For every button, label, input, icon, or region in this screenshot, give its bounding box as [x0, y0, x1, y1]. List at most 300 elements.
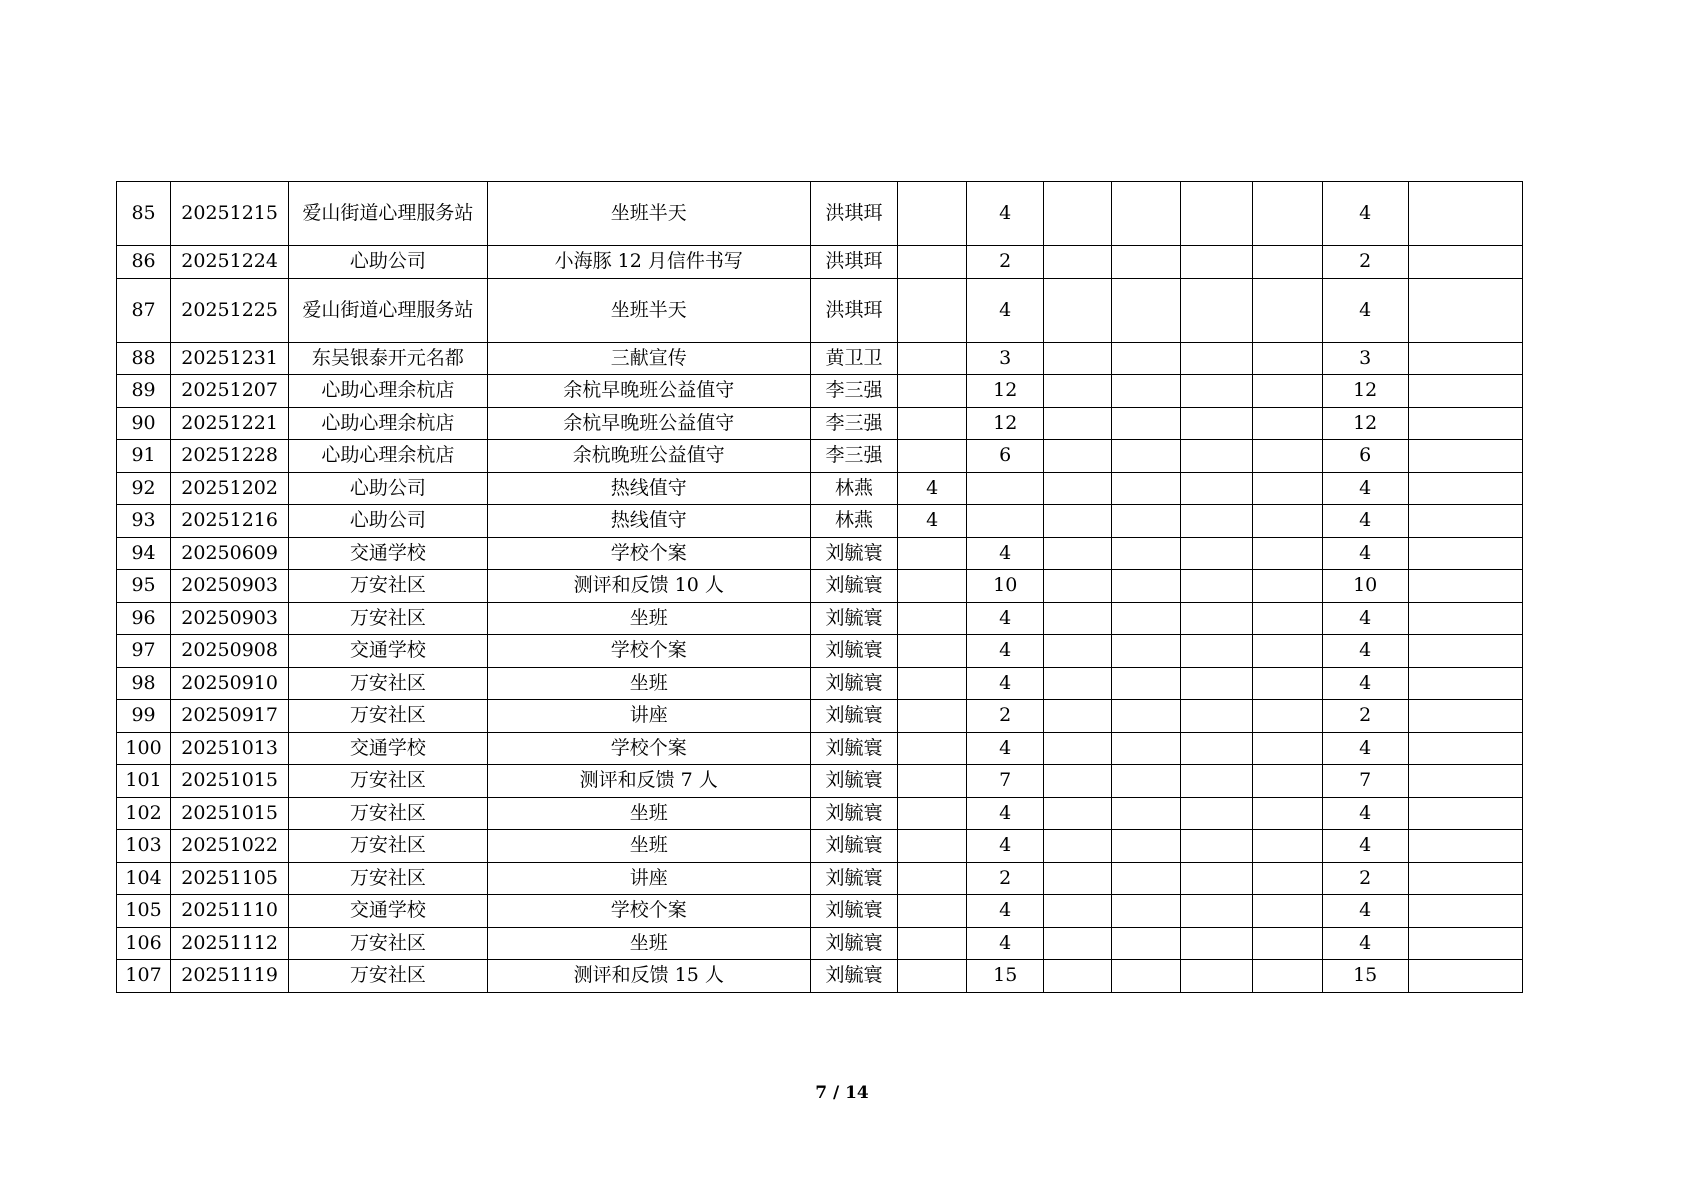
hours-col-7-cell: 4 — [967, 895, 1044, 928]
hours-col-6-cell: 4 — [898, 505, 967, 538]
note-cell — [1408, 765, 1522, 798]
hours-col-11-cell — [1252, 700, 1322, 733]
volunteer-name-cell: 刘毓寰 — [810, 895, 897, 928]
table-row — [117, 960, 1523, 993]
hours-col-7-cell: 12 — [967, 407, 1044, 440]
hours-col-9-cell — [1112, 342, 1181, 375]
hours-col-6-cell — [898, 570, 967, 603]
table-row — [117, 927, 1523, 960]
activity-cell: 学校个案 — [487, 895, 810, 928]
organization-cell: 心助心理余杭店 — [289, 407, 487, 440]
table-row — [117, 570, 1523, 603]
volunteer-name-cell: 刘毓寰 — [810, 765, 897, 798]
note-cell — [1408, 667, 1522, 700]
volunteer-name-cell: 洪琪珥 — [810, 182, 897, 246]
table-row — [117, 732, 1523, 765]
hours-col-9-cell — [1112, 182, 1181, 246]
total-hours-cell: 12 — [1322, 407, 1408, 440]
activity-cell: 学校个案 — [487, 732, 810, 765]
volunteer-name-cell: 刘毓寰 — [810, 602, 897, 635]
hours-col-10-cell — [1181, 635, 1252, 668]
hours-col-10-cell — [1181, 765, 1252, 798]
row-number-cell: 102 — [117, 797, 171, 830]
organization-cell: 万安社区 — [289, 830, 487, 863]
hours-col-8-cell — [1044, 602, 1112, 635]
hours-col-8-cell — [1044, 342, 1112, 375]
hours-col-8-cell — [1044, 570, 1112, 603]
hours-col-11-cell — [1252, 440, 1322, 473]
hours-col-6-cell — [898, 342, 967, 375]
table-row — [117, 440, 1523, 473]
volunteer-name-cell: 李三强 — [810, 375, 897, 408]
volunteer-name-cell: 刘毓寰 — [810, 570, 897, 603]
row-number-cell: 88 — [117, 342, 171, 375]
note-cell — [1408, 732, 1522, 765]
hours-col-7-cell: 4 — [967, 635, 1044, 668]
hours-col-11-cell — [1252, 182, 1322, 246]
row-number-cell: 90 — [117, 407, 171, 440]
hours-col-10-cell — [1181, 830, 1252, 863]
hours-col-7-cell — [967, 505, 1044, 538]
note-cell — [1408, 635, 1522, 668]
note-cell — [1408, 505, 1522, 538]
hours-col-10-cell — [1181, 246, 1252, 279]
volunteer-name-cell: 洪琪珥 — [810, 246, 897, 279]
date-cell: 20251216 — [171, 505, 289, 538]
hours-col-6-cell — [898, 246, 967, 279]
activity-cell: 余杭早晚班公益值守 — [487, 407, 810, 440]
total-hours-cell: 10 — [1322, 570, 1408, 603]
hours-col-11-cell — [1252, 472, 1322, 505]
hours-col-9-cell — [1112, 440, 1181, 473]
hours-col-6-cell — [898, 182, 967, 246]
activity-cell: 测评和反馈 7 人 — [487, 765, 810, 798]
hours-col-6-cell — [898, 407, 967, 440]
hours-col-9-cell — [1112, 472, 1181, 505]
hours-col-6-cell — [898, 862, 967, 895]
hours-col-11-cell — [1252, 375, 1322, 408]
row-number-cell: 104 — [117, 862, 171, 895]
volunteer-name-cell: 刘毓寰 — [810, 960, 897, 993]
note-cell — [1408, 862, 1522, 895]
total-hours-cell: 15 — [1322, 960, 1408, 993]
organization-cell: 心助公司 — [289, 505, 487, 538]
note-cell — [1408, 182, 1522, 246]
hours-col-9-cell — [1112, 927, 1181, 960]
hours-col-11-cell — [1252, 765, 1322, 798]
hours-col-9-cell — [1112, 700, 1181, 733]
note-cell — [1408, 472, 1522, 505]
hours-col-9-cell — [1112, 570, 1181, 603]
date-cell: 20251110 — [171, 895, 289, 928]
note-cell — [1408, 602, 1522, 635]
total-hours-cell: 4 — [1322, 537, 1408, 570]
hours-col-8-cell — [1044, 895, 1112, 928]
total-hours-cell: 4 — [1322, 895, 1408, 928]
hours-col-9-cell — [1112, 895, 1181, 928]
total-hours-cell: 4 — [1322, 472, 1408, 505]
date-cell: 20251013 — [171, 732, 289, 765]
hours-col-11-cell — [1252, 667, 1322, 700]
hours-col-6-cell — [898, 960, 967, 993]
hours-col-8-cell — [1044, 700, 1112, 733]
organization-cell: 万安社区 — [289, 927, 487, 960]
row-number-cell: 97 — [117, 635, 171, 668]
hours-col-8-cell — [1044, 732, 1112, 765]
note-cell — [1408, 440, 1522, 473]
hours-col-10-cell — [1181, 182, 1252, 246]
hours-col-9-cell — [1112, 375, 1181, 408]
hours-col-8-cell — [1044, 278, 1112, 342]
hours-col-7-cell: 4 — [967, 732, 1044, 765]
volunteer-hours-table — [116, 181, 1523, 993]
activity-cell: 坐班半天 — [487, 182, 810, 246]
date-cell: 20251105 — [171, 862, 289, 895]
hours-col-9-cell — [1112, 960, 1181, 993]
total-hours-cell: 7 — [1322, 765, 1408, 798]
activity-cell: 小海豚 12 月信件书写 — [487, 246, 810, 279]
date-cell: 20251228 — [171, 440, 289, 473]
table-row — [117, 700, 1523, 733]
hours-col-8-cell — [1044, 505, 1112, 538]
note-cell — [1408, 407, 1522, 440]
hours-col-6-cell — [898, 667, 967, 700]
hours-col-6-cell — [898, 732, 967, 765]
total-hours-cell: 4 — [1322, 182, 1408, 246]
hours-col-8-cell — [1044, 927, 1112, 960]
activity-cell: 测评和反馈 10 人 — [487, 570, 810, 603]
hours-col-9-cell — [1112, 667, 1181, 700]
hours-col-7-cell: 12 — [967, 375, 1044, 408]
hours-col-11-cell — [1252, 246, 1322, 279]
hours-col-7-cell: 7 — [967, 765, 1044, 798]
total-hours-cell: 4 — [1322, 732, 1408, 765]
hours-col-10-cell — [1181, 667, 1252, 700]
hours-col-8-cell — [1044, 667, 1112, 700]
row-number-cell: 94 — [117, 537, 171, 570]
row-number-cell: 106 — [117, 927, 171, 960]
volunteer-name-cell: 李三强 — [810, 407, 897, 440]
organization-cell: 爱山街道心理服务站 — [289, 182, 487, 246]
activity-cell: 余杭早晚班公益值守 — [487, 375, 810, 408]
table-row — [117, 278, 1523, 342]
hours-col-9-cell — [1112, 407, 1181, 440]
hours-col-9-cell — [1112, 505, 1181, 538]
hours-col-8-cell — [1044, 375, 1112, 408]
page-number: 7 / 14 — [815, 1083, 869, 1103]
note-cell — [1408, 895, 1522, 928]
total-hours-cell: 12 — [1322, 375, 1408, 408]
hours-col-6-cell — [898, 797, 967, 830]
hours-col-6-cell: 4 — [898, 472, 967, 505]
date-cell: 20250903 — [171, 602, 289, 635]
hours-col-9-cell — [1112, 797, 1181, 830]
note-cell — [1408, 278, 1522, 342]
note-cell — [1408, 246, 1522, 279]
hours-col-7-cell: 4 — [967, 927, 1044, 960]
organization-cell: 万安社区 — [289, 797, 487, 830]
hours-col-6-cell — [898, 375, 967, 408]
hours-col-7-cell: 10 — [967, 570, 1044, 603]
hours-col-11-cell — [1252, 602, 1322, 635]
hours-col-9-cell — [1112, 278, 1181, 342]
volunteer-name-cell: 刘毓寰 — [810, 667, 897, 700]
row-number-cell: 87 — [117, 278, 171, 342]
hours-col-10-cell — [1181, 602, 1252, 635]
organization-cell: 万安社区 — [289, 570, 487, 603]
hours-col-10-cell — [1181, 797, 1252, 830]
hours-col-6-cell — [898, 765, 967, 798]
table-row — [117, 182, 1523, 246]
hours-col-7-cell: 4 — [967, 667, 1044, 700]
date-cell: 20251112 — [171, 927, 289, 960]
hours-col-7-cell — [967, 472, 1044, 505]
total-hours-cell: 4 — [1322, 602, 1408, 635]
table-row — [117, 635, 1523, 668]
note-cell — [1408, 342, 1522, 375]
activity-cell: 坐班 — [487, 667, 810, 700]
hours-col-11-cell — [1252, 895, 1322, 928]
hours-col-8-cell — [1044, 797, 1112, 830]
activity-cell: 讲座 — [487, 862, 810, 895]
activity-cell: 坐班 — [487, 830, 810, 863]
hours-col-10-cell — [1181, 278, 1252, 342]
hours-col-9-cell — [1112, 862, 1181, 895]
hours-col-10-cell — [1181, 570, 1252, 603]
hours-col-10-cell — [1181, 375, 1252, 408]
row-number-cell: 92 — [117, 472, 171, 505]
hours-col-6-cell — [898, 635, 967, 668]
hours-col-7-cell: 4 — [967, 278, 1044, 342]
hours-col-7-cell: 4 — [967, 602, 1044, 635]
row-number-cell: 105 — [117, 895, 171, 928]
note-cell — [1408, 570, 1522, 603]
table-row — [117, 407, 1523, 440]
volunteer-name-cell: 林燕 — [810, 505, 897, 538]
table-row — [117, 342, 1523, 375]
hours-col-8-cell — [1044, 862, 1112, 895]
volunteer-name-cell: 李三强 — [810, 440, 897, 473]
organization-cell: 万安社区 — [289, 862, 487, 895]
volunteer-name-cell: 刘毓寰 — [810, 927, 897, 960]
organization-cell: 万安社区 — [289, 602, 487, 635]
hours-col-10-cell — [1181, 927, 1252, 960]
hours-col-8-cell — [1044, 960, 1112, 993]
table-row — [117, 602, 1523, 635]
hours-col-11-cell — [1252, 570, 1322, 603]
hours-col-11-cell — [1252, 407, 1322, 440]
activity-cell: 坐班半天 — [487, 278, 810, 342]
hours-col-6-cell — [898, 927, 967, 960]
hours-col-11-cell — [1252, 635, 1322, 668]
activity-cell: 坐班 — [487, 927, 810, 960]
hours-col-9-cell — [1112, 246, 1181, 279]
note-cell — [1408, 375, 1522, 408]
hours-col-7-cell: 15 — [967, 960, 1044, 993]
row-number-cell: 95 — [117, 570, 171, 603]
hours-col-8-cell — [1044, 407, 1112, 440]
hours-col-9-cell — [1112, 635, 1181, 668]
hours-col-7-cell: 6 — [967, 440, 1044, 473]
total-hours-cell: 4 — [1322, 927, 1408, 960]
hours-col-10-cell — [1181, 537, 1252, 570]
hours-col-8-cell — [1044, 765, 1112, 798]
hours-col-10-cell — [1181, 700, 1252, 733]
date-cell: 20251202 — [171, 472, 289, 505]
row-number-cell: 107 — [117, 960, 171, 993]
organization-cell: 爱山街道心理服务站 — [289, 278, 487, 342]
hours-col-10-cell — [1181, 407, 1252, 440]
date-cell: 20251015 — [171, 765, 289, 798]
row-number-cell: 96 — [117, 602, 171, 635]
row-number-cell: 100 — [117, 732, 171, 765]
total-hours-cell: 4 — [1322, 667, 1408, 700]
total-hours-cell: 4 — [1322, 635, 1408, 668]
hours-col-8-cell — [1044, 537, 1112, 570]
note-cell — [1408, 960, 1522, 993]
total-hours-cell: 4 — [1322, 505, 1408, 538]
total-hours-cell: 4 — [1322, 797, 1408, 830]
note-cell — [1408, 830, 1522, 863]
date-cell: 20250917 — [171, 700, 289, 733]
row-number-cell: 91 — [117, 440, 171, 473]
row-number-cell: 99 — [117, 700, 171, 733]
hours-col-9-cell — [1112, 537, 1181, 570]
hours-col-8-cell — [1044, 830, 1112, 863]
date-cell: 20250903 — [171, 570, 289, 603]
total-hours-cell: 4 — [1322, 830, 1408, 863]
row-number-cell: 98 — [117, 667, 171, 700]
volunteer-name-cell: 刘毓寰 — [810, 635, 897, 668]
organization-cell: 万安社区 — [289, 667, 487, 700]
organization-cell: 万安社区 — [289, 700, 487, 733]
hours-col-11-cell — [1252, 927, 1322, 960]
total-hours-cell: 2 — [1322, 700, 1408, 733]
hours-col-10-cell — [1181, 472, 1252, 505]
hours-col-11-cell — [1252, 960, 1322, 993]
note-cell — [1408, 927, 1522, 960]
hours-col-11-cell — [1252, 862, 1322, 895]
row-number-cell: 101 — [117, 765, 171, 798]
activity-cell: 余杭晚班公益值守 — [487, 440, 810, 473]
hours-col-6-cell — [898, 602, 967, 635]
hours-col-10-cell — [1181, 440, 1252, 473]
hours-col-11-cell — [1252, 505, 1322, 538]
organization-cell: 交通学校 — [289, 537, 487, 570]
table-row — [117, 505, 1523, 538]
volunteer-name-cell: 刘毓寰 — [810, 700, 897, 733]
hours-col-10-cell — [1181, 862, 1252, 895]
hours-col-6-cell — [898, 700, 967, 733]
table-row — [117, 862, 1523, 895]
volunteer-name-cell: 黄卫卫 — [810, 342, 897, 375]
date-cell: 20251022 — [171, 830, 289, 863]
organization-cell: 交通学校 — [289, 732, 487, 765]
table-row — [117, 472, 1523, 505]
organization-cell: 心助公司 — [289, 472, 487, 505]
organization-cell: 东吴银泰开元名都 — [289, 342, 487, 375]
organization-cell: 万安社区 — [289, 765, 487, 798]
table-row — [117, 246, 1523, 279]
volunteer-name-cell: 刘毓寰 — [810, 732, 897, 765]
hours-col-11-cell — [1252, 830, 1322, 863]
hours-col-10-cell — [1181, 342, 1252, 375]
date-cell: 20251015 — [171, 797, 289, 830]
row-number-cell: 89 — [117, 375, 171, 408]
table-row — [117, 830, 1523, 863]
organization-cell: 心助心理余杭店 — [289, 375, 487, 408]
table-row — [117, 797, 1523, 830]
date-cell: 20251224 — [171, 246, 289, 279]
hours-col-6-cell — [898, 895, 967, 928]
activity-cell: 测评和反馈 15 人 — [487, 960, 810, 993]
date-cell: 20251231 — [171, 342, 289, 375]
date-cell: 20250908 — [171, 635, 289, 668]
hours-col-9-cell — [1112, 830, 1181, 863]
row-number-cell: 86 — [117, 246, 171, 279]
total-hours-cell: 2 — [1322, 862, 1408, 895]
volunteer-name-cell: 刘毓寰 — [810, 537, 897, 570]
hours-col-7-cell: 2 — [967, 700, 1044, 733]
hours-col-8-cell — [1044, 182, 1112, 246]
total-hours-cell: 4 — [1322, 278, 1408, 342]
hours-col-7-cell: 4 — [967, 182, 1044, 246]
hours-col-6-cell — [898, 440, 967, 473]
hours-col-8-cell — [1044, 635, 1112, 668]
activity-cell: 学校个案 — [487, 635, 810, 668]
total-hours-cell: 2 — [1322, 246, 1408, 279]
hours-col-6-cell — [898, 537, 967, 570]
date-cell: 20250910 — [171, 667, 289, 700]
hours-col-7-cell: 4 — [967, 797, 1044, 830]
date-cell: 20251207 — [171, 375, 289, 408]
table-body — [117, 182, 1523, 993]
hours-col-6-cell — [898, 830, 967, 863]
activity-cell: 学校个案 — [487, 537, 810, 570]
volunteer-name-cell: 刘毓寰 — [810, 862, 897, 895]
activity-cell: 坐班 — [487, 797, 810, 830]
date-cell: 20251215 — [171, 182, 289, 246]
hours-col-8-cell — [1044, 246, 1112, 279]
total-hours-cell: 3 — [1322, 342, 1408, 375]
volunteer-name-cell: 刘毓寰 — [810, 797, 897, 830]
hours-col-11-cell — [1252, 537, 1322, 570]
volunteer-name-cell: 林燕 — [810, 472, 897, 505]
hours-col-6-cell — [898, 278, 967, 342]
organization-cell: 心助心理余杭店 — [289, 440, 487, 473]
row-number-cell: 85 — [117, 182, 171, 246]
hours-col-11-cell — [1252, 342, 1322, 375]
row-number-cell: 93 — [117, 505, 171, 538]
total-hours-cell: 6 — [1322, 440, 1408, 473]
hours-col-7-cell: 3 — [967, 342, 1044, 375]
hours-col-11-cell — [1252, 797, 1322, 830]
table-row — [117, 375, 1523, 408]
hours-col-11-cell — [1252, 278, 1322, 342]
hours-col-7-cell: 2 — [967, 862, 1044, 895]
hours-col-7-cell: 2 — [967, 246, 1044, 279]
hours-col-8-cell — [1044, 472, 1112, 505]
organization-cell: 万安社区 — [289, 960, 487, 993]
hours-col-11-cell — [1252, 732, 1322, 765]
activity-cell: 热线值守 — [487, 505, 810, 538]
note-cell — [1408, 797, 1522, 830]
note-cell — [1408, 537, 1522, 570]
activity-cell: 讲座 — [487, 700, 810, 733]
volunteer-name-cell: 刘毓寰 — [810, 830, 897, 863]
hours-col-8-cell — [1044, 440, 1112, 473]
hours-col-7-cell: 4 — [967, 830, 1044, 863]
